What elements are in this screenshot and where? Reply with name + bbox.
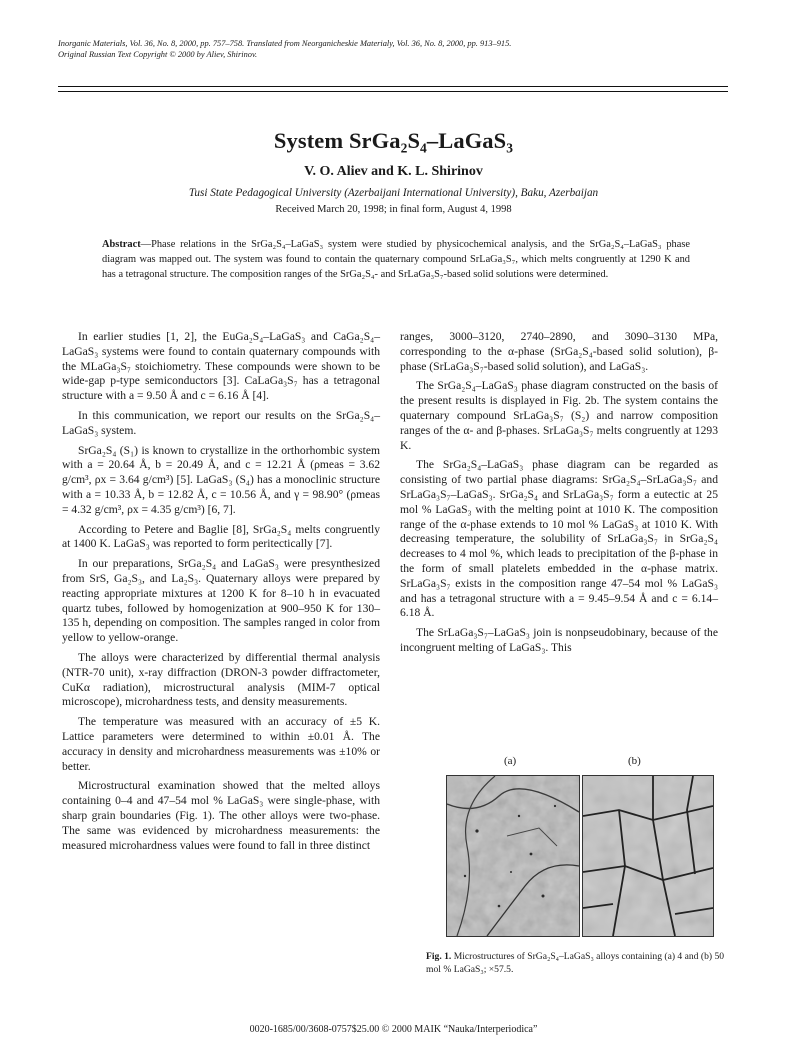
right-paragraph-3: The SrLaGa₃S₇–LaGaS₃ join is nonpseudobinary, because of the incongruent melting of LaGaS₃. This	[400, 626, 718, 654]
received-dates: Received March 20, 1998; in final form, August 4, 1998	[275, 204, 512, 215]
left-paragraph-1: In earlier studies [1, 2], the EuGa₂S₄–LaGaS₃ and CaGa₂S₄–LaGaS₃ systems were found to contain quaternary compounds with the MLaGa₃S₇ stoichiometry. These compounds were shown to be wide-gap p-type semiconductors [3]. CaLaGa₃S₇ has a tetragonal structure with a = 9.50 Å and c = 6.16 Å [4].	[62, 330, 380, 403]
left-paragraph-4: According to Petere and Baglie [8], SrGa₂S₄ melts congruently at 1400 K. LaGaS₃ was reported to form peritectically [7].	[62, 522, 380, 551]
left-paragraph-6: The alloys were characterized by differential thermal analysis (NTR-70 unit), x-ray diffraction (DRON-3 powder diffractometer, CuKα radiation), microstructural analysis (MIM-7 optical microscope), microhardness tests, and density measurements.	[62, 650, 380, 709]
citation-line-2: Original Russian Text Copyright © 2000 by Aliev, Shirinov.	[58, 50, 258, 59]
header-rule-thick	[58, 86, 728, 87]
left-paragraph-8: Microstructural examination showed that the melted alloys containing 0–4 and 47–54 mol % LaGaS₃ were single-phase, with sharp grain boundaries (Fig. 1). The other alloys were two-phase. The same was evidenced by microhardness measurements: the measured microhardness values were found to fall in three distinct	[62, 779, 380, 852]
figure-caption-text: Microstructures of SrGa₂S₄–LaGaS₃ alloys containing (a) 4 and (b) 50 mol % LaGaS₃; ×57.5.	[426, 951, 725, 975]
left-column	[62, 330, 380, 858]
left-paragraph-3: SrGa₂S₄ (S₁) is known to crystallize in the orthorhombic system with a = 20.64 Å, b = 20.49 Å, and c = 12.21 Å (ρmeas = 3.62 g/cm³, ρx = 3.64 g/cm³) [5]. LaGaS₃ (S₄) has a monoclinic structure with a = 10.33 Å, b = 12.82 Å, c = 10.56 Å, and γ = 98.90° (ρmeas = 4.32 g/cm³, ρx = 4.35 g/cm³) [6, 7].	[62, 443, 380, 516]
page-footer: 0020-1685/00/3608-0757$25.00 © 2000 MAIK “Nauka/Interperiodica”	[249, 1024, 538, 1035]
abstract-text: —Phase relations in the SrGa₂S₄–LaGaS₃ system were studied by physicochemical analysis, and the SrGa₂S₄–LaGaS₃ phase diagram was mapped out. The system was found to contain the quaternary compound SrLaGa₃S₇, which melts congruently at 1290 K and has a tetragonal structure. The composition ranges of the SrGa₂S₄- and SrLaGa₃S₇-based solid solutions were determined.	[102, 239, 690, 281]
header-rule-thin	[58, 91, 728, 92]
left-paragraph-5: In our preparations, SrGa₂S₄ and LaGaS₃ were presynthesized from SrS, Ga₂S₃, and La₂S₃. Quaternary alloys were prepared by reacting appropriate mixtures at 1200 K for 8–10 h in evacuated quartz tubes, followed by homogenization at 900–950 K for 130–135 h, depending on composition. The samples ranged in color from yellow to yellow-orange.	[62, 557, 380, 645]
micrograph-a	[446, 775, 580, 937]
right-continuation: ranges, 3000–3120, 2740–2890, and 3090–3130 MPa, corresponding to the α-phase (SrGa₂S₄-based solid solution), β-phase (SrLaGa₃S₇-based solid solution), and LaGaS₃.	[400, 330, 718, 373]
left-paragraph-7: The temperature was measured with an accuracy of ±5 K. Lattice parameters were determined to within ±0.01 Å. The accuracy in density and microhardness measurements was ±10% or better.	[62, 715, 380, 773]
running-header	[58, 38, 738, 60]
figure-label-a: (a)	[504, 755, 517, 767]
micrograph-b	[582, 775, 714, 937]
figure-label-b: (b)	[628, 755, 641, 767]
figure-caption-lead: Fig. 1.	[426, 951, 452, 962]
citation-line-1: Inorganic Materials, Vol. 36, No. 8, 2000, pp. 757–758. Translated from Neorganicheskie Materialy, Vol. 36, No. 8, 2000, pp. 913–915.	[58, 39, 512, 48]
right-paragraph-1: The SrGa₂S₄–LaGaS₃ phase diagram constructed on the basis of the present results is displayed in Fig. 2b. The system contains the quaternary compound SrLaGa₃S₇ (S₂) and narrow composition ranges of the α- and β-phases. SrLaGa₃S₇ melts congruently at 1293 K.	[400, 379, 718, 452]
right-column	[400, 330, 718, 661]
figure-caption	[426, 950, 726, 976]
abstract-lead: Abstract	[102, 239, 141, 250]
abstract	[102, 237, 690, 283]
right-paragraph-2: The SrGa₂S₄–LaGaS₃ phase diagram can be regarded as consisting of two partial phase diagrams: SrGa₂S₄–SrLaGa₃S₇ and SrLaGa₃S₇–LaGaS₃. SrGa₂S₄ and SrLaGa₃S₇ form a eutectic at 25 mol % LaGaS₃ with the melting point at 1010 K. The composition range of the α-phase extends to 10 mol % LaGaS₃ at 1010 K. With decreasing temperature, the solubility of SrLaGa₃S₇ in SrGa₂S₄ decreases to 4 mol %, which leads to precipitation of the β-phase in the form of small platelets embedded in the α-phase matrix. SrLaGa₃S₇ exists in the composition range 47–54 mol % LaGaS₃ and has a tetragonal structure with a = 9.45–9.54 Å and c = 6.14–6.18 Å.	[400, 458, 718, 620]
author-affiliation: Tusi State Pedagogical University (Azerbaijani International University), Baku, Azerbaijan	[188, 187, 599, 199]
paper-authors: V. O. Aliev and K. L. Shirinov	[304, 164, 483, 179]
left-paragraph-2: In this communication, we report our results on the SrGa₂S₄–LaGaS₃ system.	[62, 408, 380, 437]
paper-title: System SrGa₂S₄–LaGaS₃	[273, 128, 514, 153]
